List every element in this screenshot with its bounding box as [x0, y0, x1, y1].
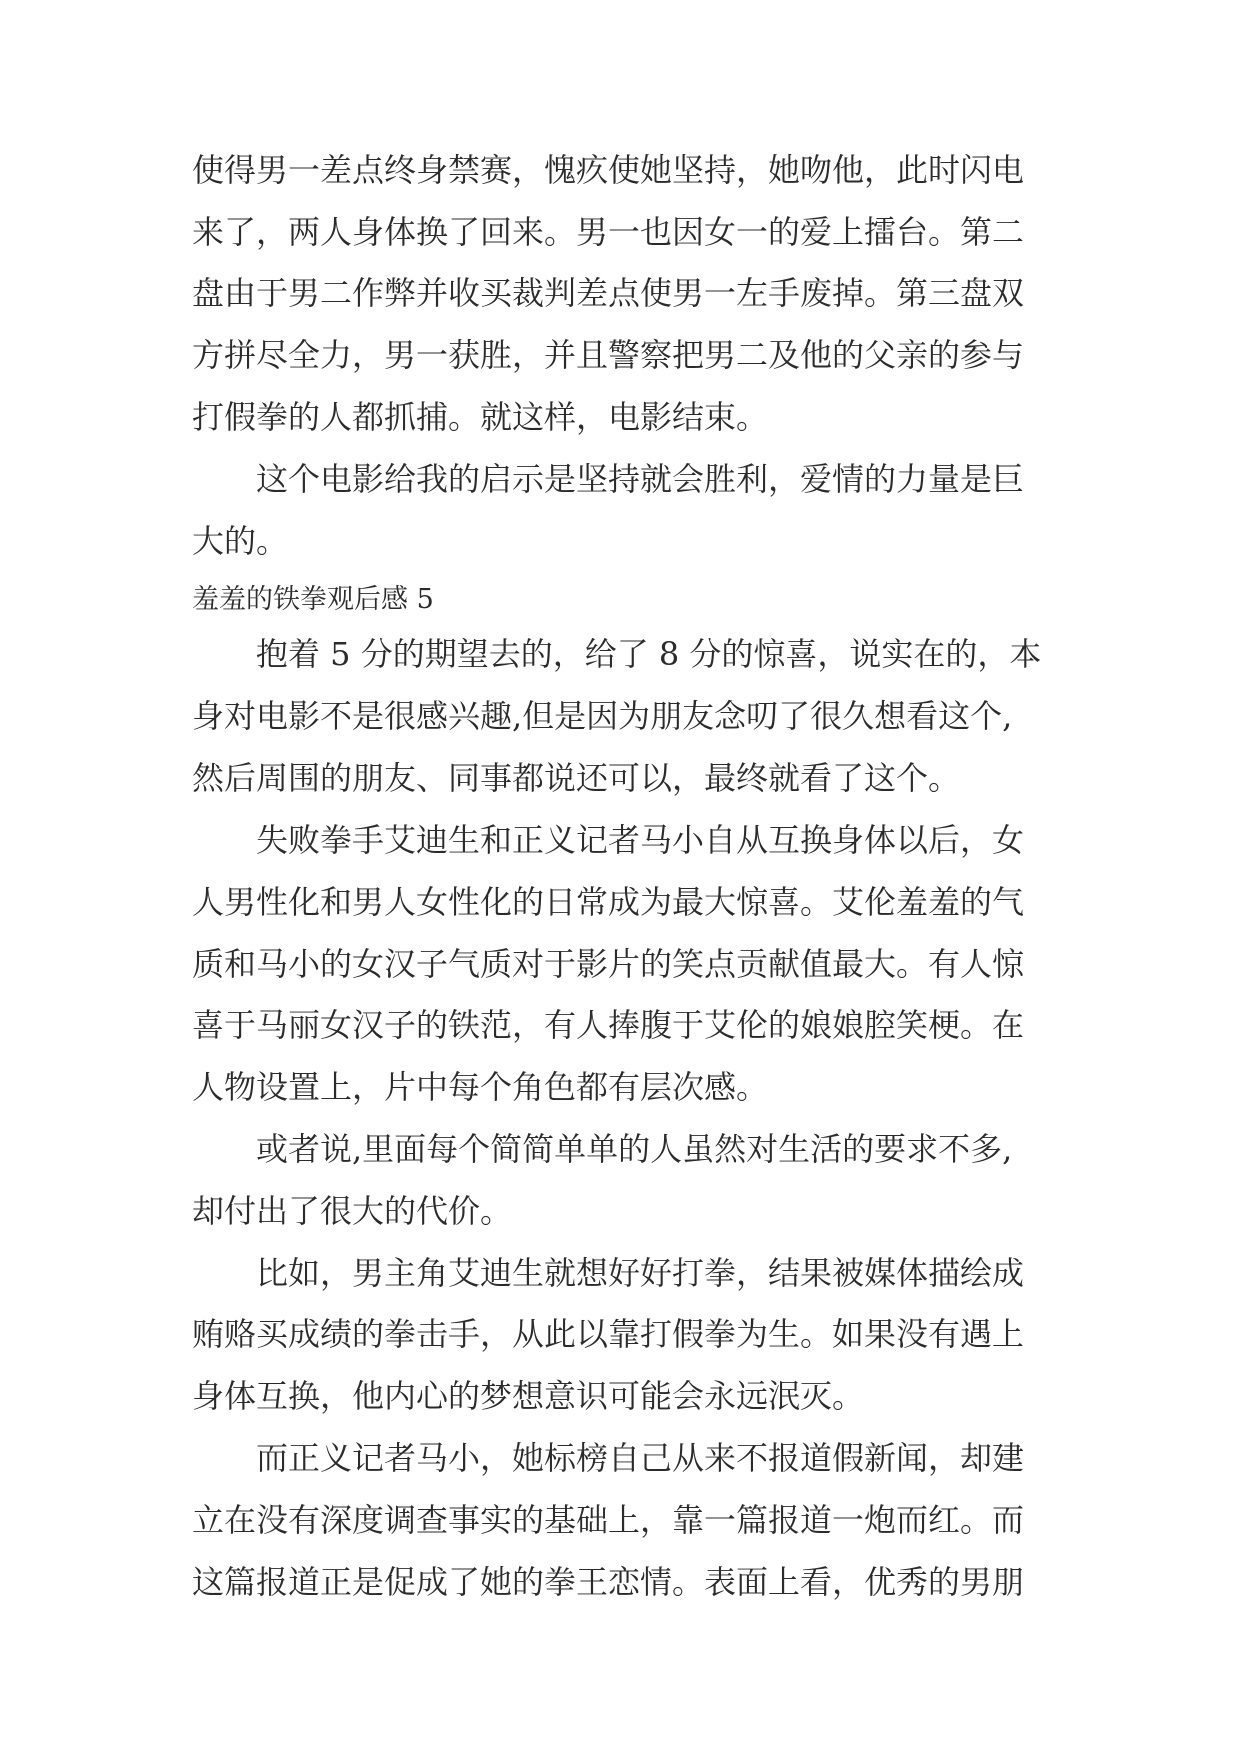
- section-heading: 羞羞的铁拳观后感 5: [192, 584, 434, 615]
- text-line: 立在没有深度调查事实的基础上，靠一篇报道一炮而红。而: [192, 1501, 1025, 1539]
- text-line: 质和马小的女汉子气质对于影片的笑点贡献值最大。有人惊: [192, 945, 1025, 983]
- text-line: 失败拳手艾迪生和正义记者马小自从互换身体以后，女: [256, 821, 1025, 859]
- text-line: 大的。: [192, 522, 289, 560]
- text-line: 方拼尽全力，男一获胜，并且警察把男二及他的父亲的参与: [192, 336, 1025, 374]
- text-line: 喜于马丽女汉子的铁范，有人捧腹于艾伦的娘娘腔笑梗。在: [192, 1006, 1025, 1044]
- text-line: 身体互换，他内心的梦想意识可能会永远泯灭。: [192, 1377, 865, 1415]
- text-line: 然后周围的朋友、同事都说还可以，最终就看了这个。: [192, 759, 961, 797]
- text-line: 这篇报道正是促成了她的拳王恋情。表面上看，优秀的男朋: [192, 1563, 1025, 1601]
- text-line: 比如，男主角艾迪生就想好好打拳，结果被媒体描绘成: [256, 1254, 1025, 1292]
- text-line: 来了，两人身体换了回来。男一也因女一的爱上擂台。第二: [192, 213, 1025, 251]
- text-line: 人物设置上，片中每个角色都有层次感。: [192, 1068, 769, 1106]
- text-line: 身对电影不是很感兴趣,但是因为朋友念叨了很久想看这个,: [192, 697, 1013, 735]
- text-line: 打假拳的人都抓捕。就这样，电影结束。: [192, 398, 769, 436]
- text-line: 却付出了很大的代价。: [192, 1192, 513, 1230]
- text-line: 盘由于男二作弊并收买裁判差点使男一左手废掉。第三盘双: [192, 274, 1025, 312]
- text-line: 人男性化和男人女性化的日常成为最大惊喜。艾伦羞羞的气: [192, 883, 1025, 921]
- text-line: 这个电影给我的启示是坚持就会胜利，爱情的力量是巨: [256, 460, 1025, 498]
- text-line: 使得男一差点终身禁赛，愧疚使她坚持，她吻他，此时闪电: [192, 151, 1025, 189]
- text-line: 或者说,里面每个简简单单的人虽然对生活的要求不多,: [256, 1130, 1013, 1168]
- text-line: 贿赂买成绩的拳击手，从此以靠打假拳为生。如果没有遇上: [192, 1315, 1025, 1353]
- text-line: 而正义记者马小，她标榜自己从来不报道假新闻，却建: [256, 1439, 1025, 1477]
- text-line: 抱着 5 分的期望去的，给了 8 分的惊喜，说实在的，本: [256, 635, 1042, 673]
